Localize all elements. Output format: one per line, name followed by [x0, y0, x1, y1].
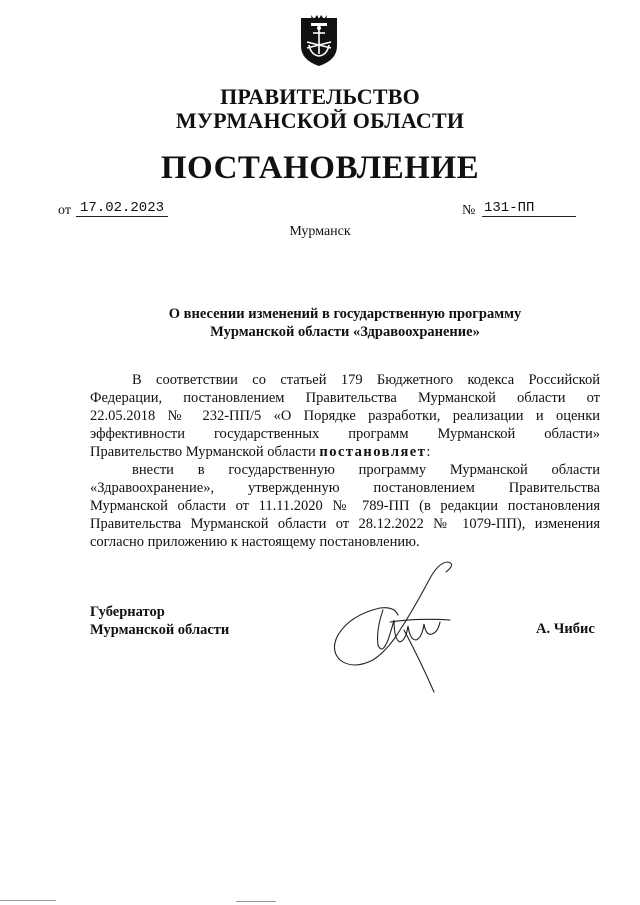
paragraph-1-line — [90, 444, 600, 462]
document-number: 131-ПП — [482, 200, 576, 217]
subject-line-2: Мурманской области «Здравоохранение» — [210, 324, 480, 340]
paragraph-1-line: эффективности государственных программ Мурманской области» — [90, 426, 600, 442]
city-name: Мурманск — [289, 224, 351, 239]
number-prefix: № — [462, 203, 476, 218]
scan-edge-mark — [236, 901, 276, 902]
paragraph-1-line: Федерации, постановлением Правительства Мурманской области от — [90, 390, 600, 406]
date-prefix: от — [58, 203, 71, 218]
handwritten-signature — [328, 560, 458, 700]
paragraph-2-line: Правительства Мурманской области от 28.12.2022 № 1079-ПП), изменения — [90, 516, 600, 532]
paragraph-1-text: Правительство Мурманской области — [90, 444, 320, 460]
government-title-line2: МУРМАНСКОЙ ОБЛАСТИ — [175, 108, 465, 133]
paragraph-2-line: внести в государственную программу Мурманской области — [132, 462, 600, 478]
subject-line-1: О внесении изменений в государственную программу — [168, 306, 522, 322]
document-date: 17.02.2023 — [76, 200, 168, 217]
paragraph-2-line: согласно приложению к настоящему постановлению. — [90, 534, 420, 550]
scan-edge-mark — [0, 900, 56, 901]
resolve-word: постановляет — [319, 444, 427, 460]
paragraph-2-line: Мурманской области от 11.11.2020 № 789-ПП (в редакции постановления — [90, 498, 600, 514]
paragraph-1-line: 22.05.2018 № 232-ПП/5 «О Порядке разработки, реализации и оценки — [90, 408, 600, 424]
paragraph-1-line: В соответствии со статьей 179 Бюджетного кодекса Российской — [132, 372, 600, 388]
colon: : — [426, 444, 431, 460]
signatory-name: А. Чибис — [536, 621, 595, 637]
coat-of-arms-icon — [297, 12, 341, 68]
signatory-title-line1: Губернатор — [90, 604, 165, 620]
government-title-line1: ПРАВИТЕЛЬСТВО — [220, 84, 420, 109]
signatory-title-line2: Мурманской области — [90, 622, 230, 638]
document-type-title: ПОСТАНОВЛЕНИЕ — [160, 150, 480, 186]
paragraph-2-line: «Здравоохранение», утвержденную постановлением Правительства — [90, 480, 600, 496]
